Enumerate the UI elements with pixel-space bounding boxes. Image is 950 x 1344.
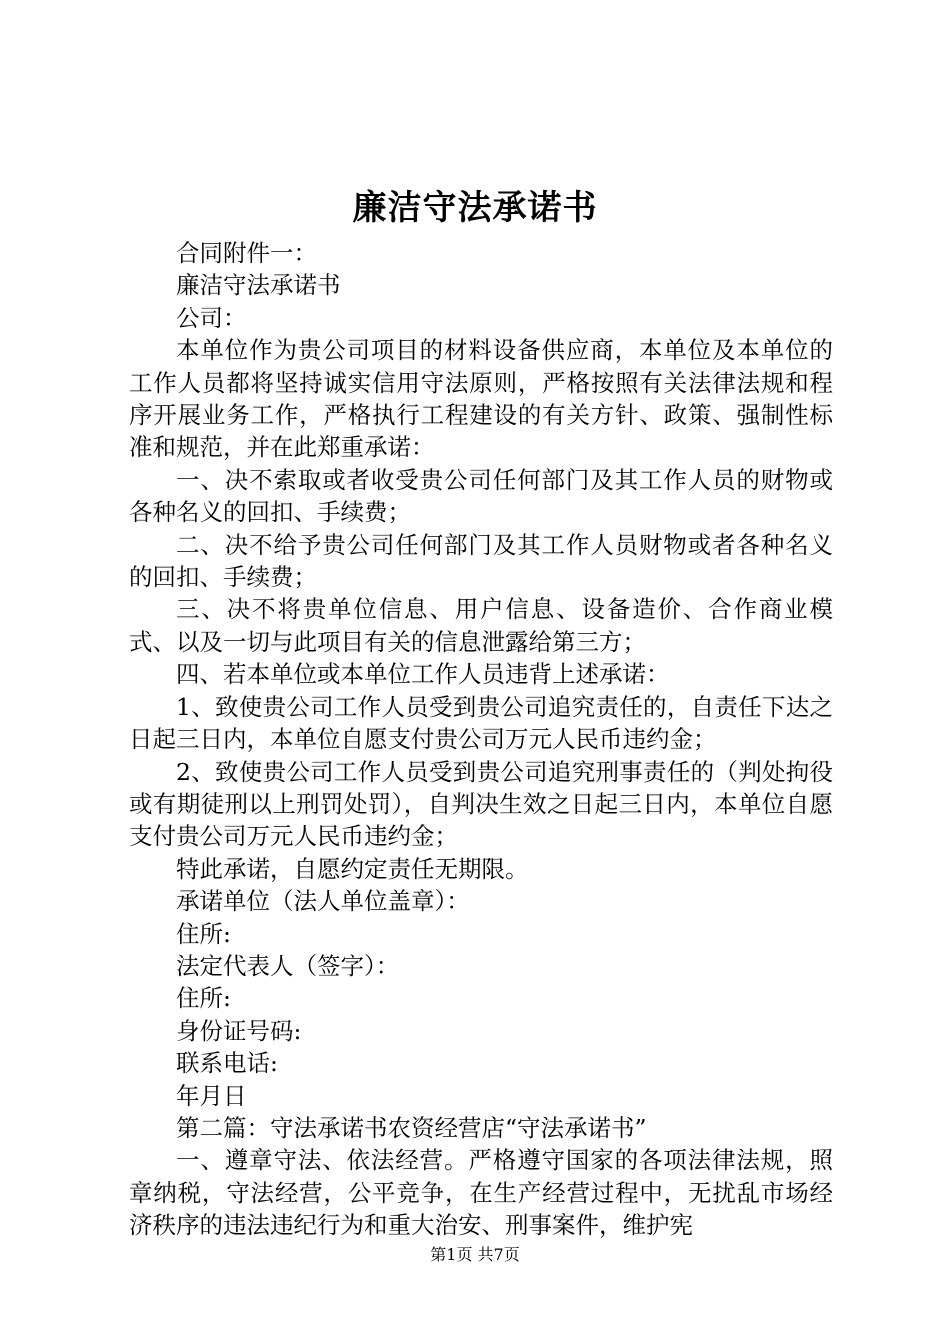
paragraph-intro: 本单位作为贵公司项目的材料设备供应商，本单位及本单位的工作人员都将坚持诚实信用守法原则，严格按照有关法律法规和程序开展业务工作，严格执行工程建设的有关方针、政策、强制性标准和规范，并在此郑重承诺： <box>129 336 833 462</box>
paragraph-clause-2: 二、决不给予贵公司任何部门及其工作人员财物或者各种名义的回扣、手续费； <box>129 530 833 592</box>
paragraph-declaration: 特此承诺，自愿约定责任无期限。 <box>176 854 529 883</box>
document-body <box>129 237 833 1242</box>
field-address-1: 住所: <box>176 919 231 948</box>
field-pledging-unit: 承诺单位（法人单位盖章）： <box>176 887 470 916</box>
field-address-2: 住所: <box>176 984 231 1013</box>
field-phone: 联系电话: <box>176 1049 278 1078</box>
field-id-number: 身份证号码: <box>176 1016 302 1045</box>
paragraph-sub-clause-2: 2、致使贵公司工作人员受到贵公司追究刑事责任的（判处拘役或有期徒刑以上刑罚处罚），自判决生效之日起三日内，本单位自愿支付贵公司万元人民币违约金； <box>129 757 833 851</box>
paragraph-sub-clause-1: 1、致使贵公司工作人员受到贵公司追究责任的，自责任下达之日起三日内，本单位自愿支付贵公司万元人民币违约金； <box>129 692 833 754</box>
paragraph-clause-4: 四、若本单位或本单位工作人员违背上述承诺： <box>176 660 670 689</box>
paragraph-addressee: 公司： <box>176 303 247 332</box>
page-footer: 第1页 共7页 <box>430 1245 520 1264</box>
paragraph-clause-1: 一、决不索取或者收受贵公司任何部门及其工作人员的财物或各种名义的回扣、手续费； <box>129 465 833 527</box>
document-title: 廉洁守法承诺书 <box>352 188 598 228</box>
paragraph-heading-pledge: 廉洁守法承诺书 <box>176 271 341 300</box>
field-legal-representative: 法定代表人（签字）： <box>176 951 400 980</box>
paragraph-second-article-title: 第二篇：守法承诺书农资经营店“守法承诺书” <box>176 1113 647 1142</box>
paragraph-contract-annex: 合同附件一： <box>176 239 317 267</box>
paragraph-second-article-clause-1: 一、遵章守法、依法经营。严格遵守国家的各项法律法规，照章纳税，守法经营，公平竞争，在生产经营过程中，无扰乱市场经济秩序的违法违纪行为和重大治安、刑事案件，维护宪 <box>129 1146 833 1240</box>
paragraph-clause-3: 三、决不将贵单位信息、用户信息、设备造价、合作商业模式、以及一切与此项目有关的信息泄露给第三方； <box>129 595 833 656</box>
field-date: 年月日 <box>176 1081 247 1110</box>
